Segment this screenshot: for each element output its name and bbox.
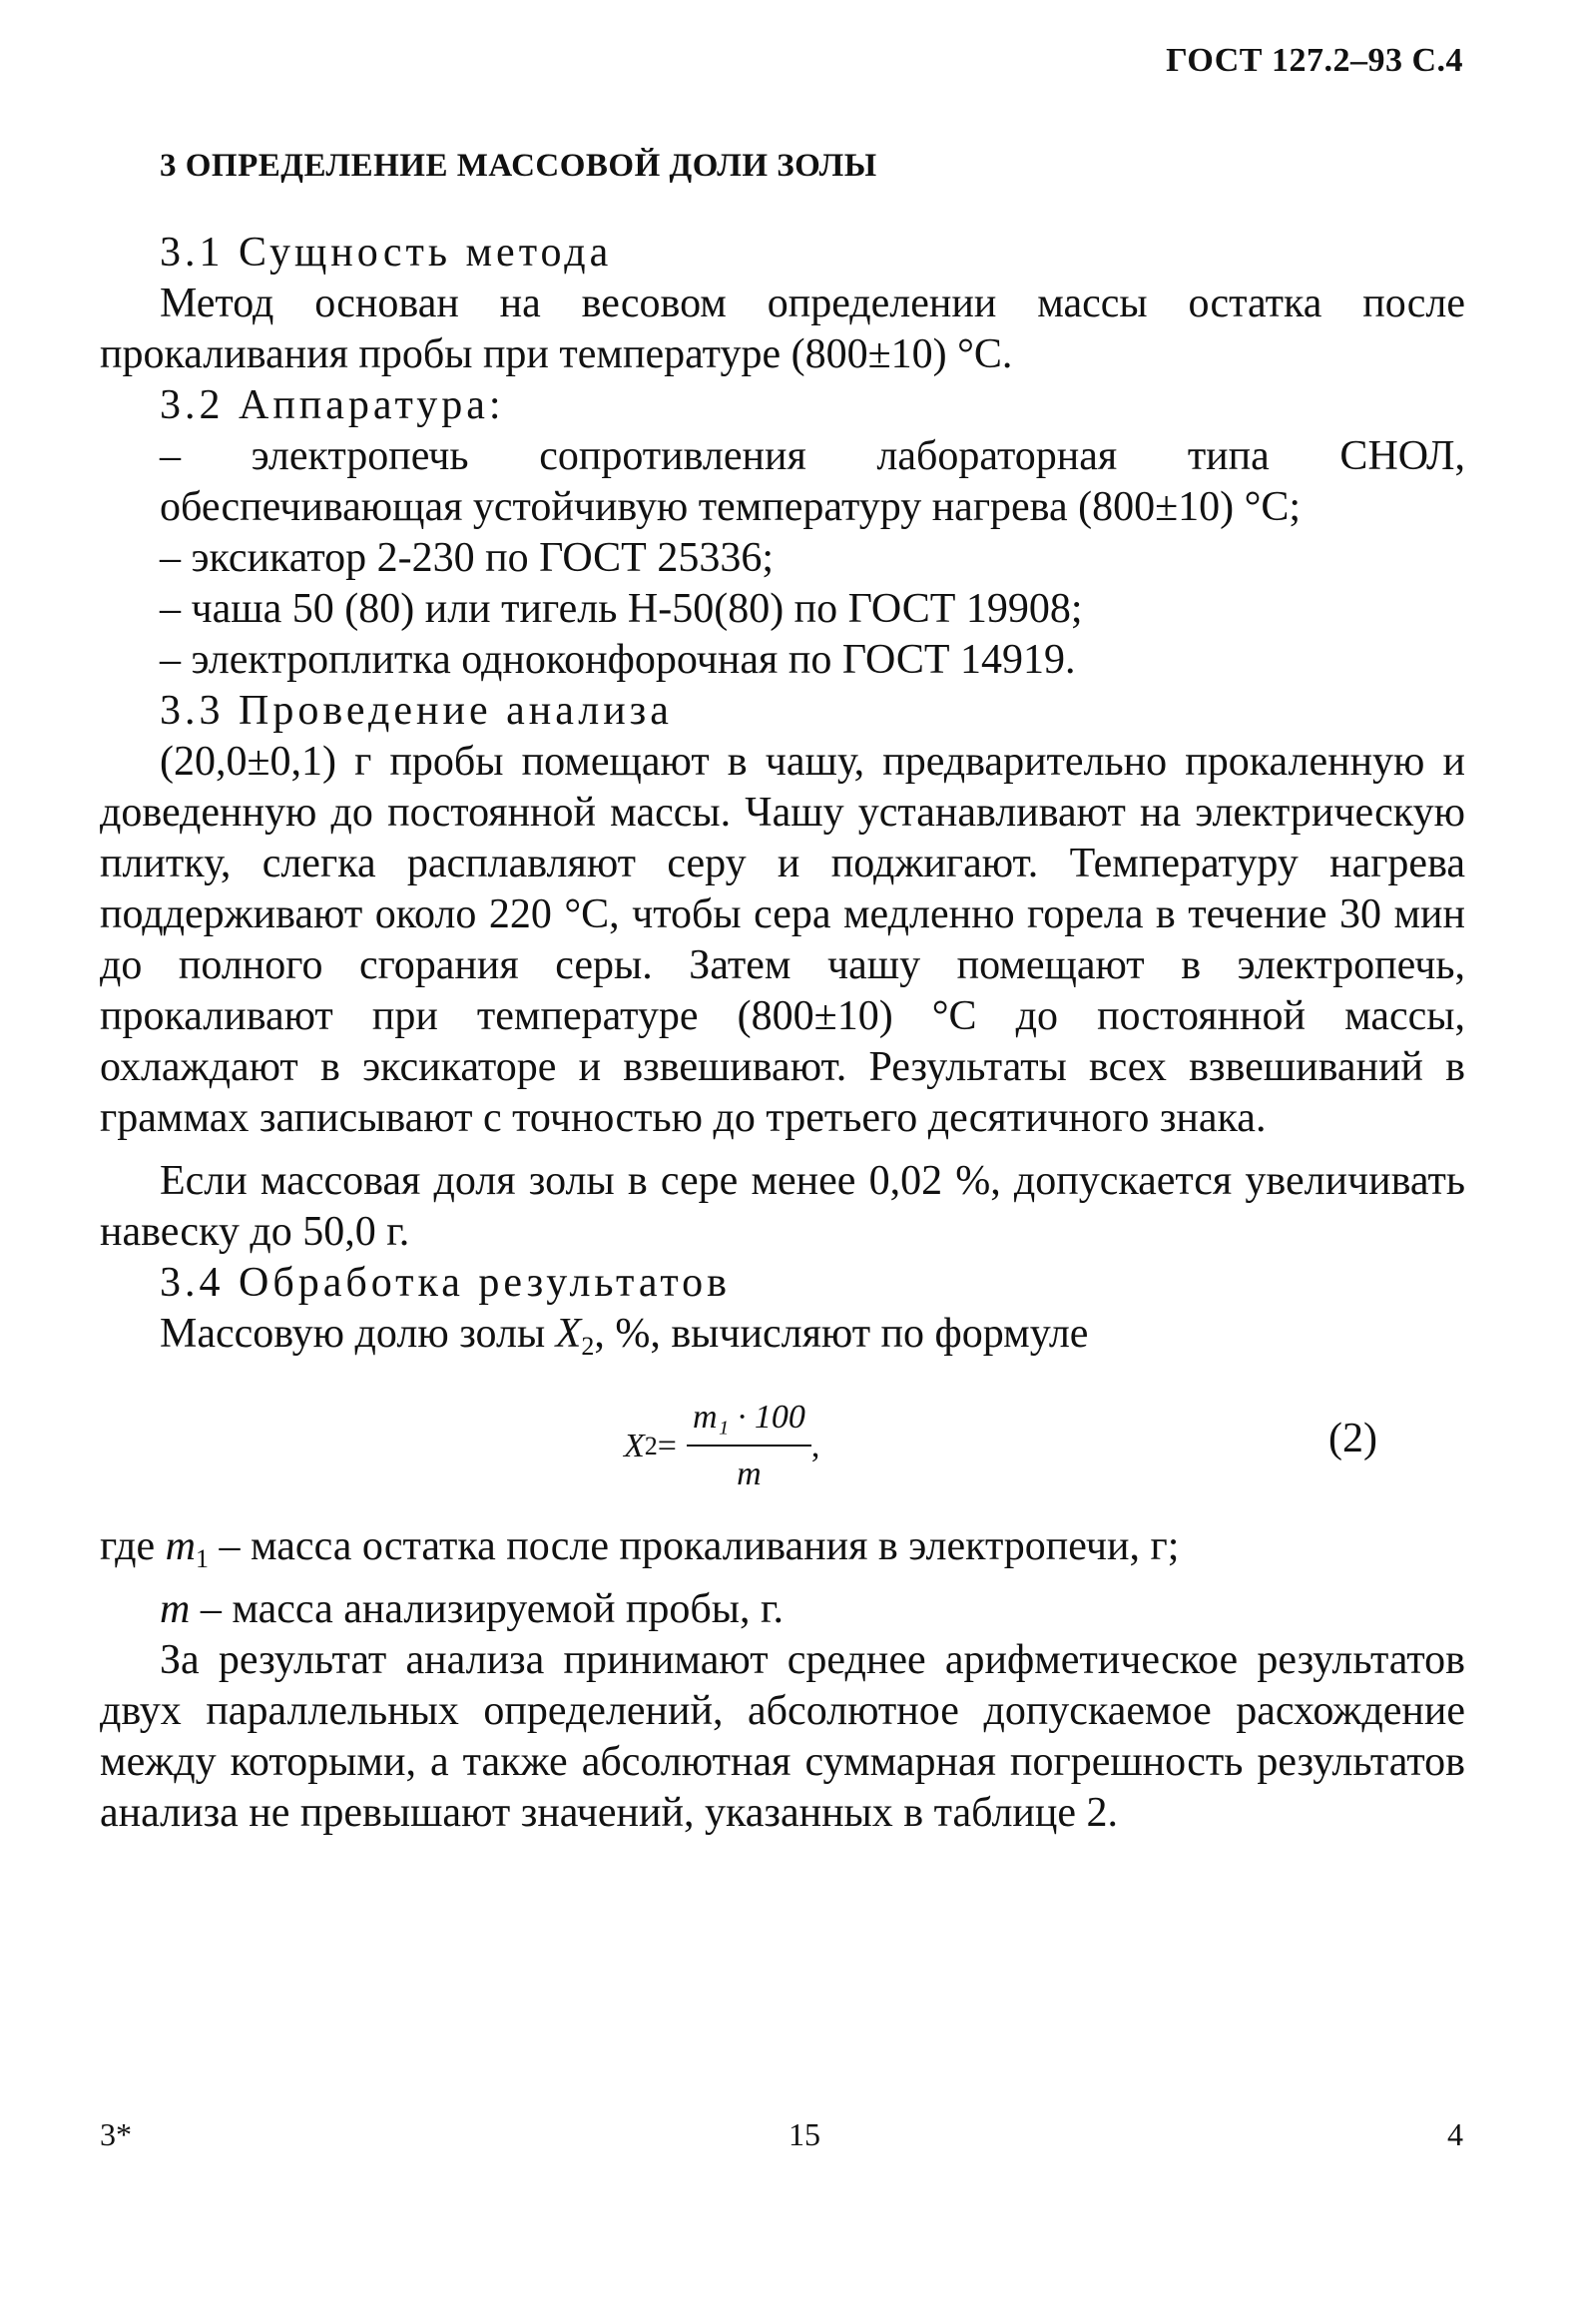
subsection-heading-3-3: 3.3 Проведение анализа	[160, 688, 673, 734]
variable-definition: m – масса анализируемой пробы, г.	[160, 1586, 784, 1632]
footer-sheet-mark: 3*	[100, 2116, 132, 2152]
apparatus-item: – электропечь сопротивления лабораторная типа СНОЛ, обеспечивающая устойчивую температуру нагрева (800±10) °С;	[160, 433, 1465, 530]
formula-block	[100, 1372, 1465, 1521]
formula-fraction	[687, 1392, 811, 1499]
subsection-heading-3-1: 3.1 Сущность метода	[160, 230, 613, 276]
formula-denominator: m	[737, 1455, 762, 1492]
document-body	[100, 228, 1465, 1839]
paragraph-result: За результат анализа принимают среднее арифметическое результатов двух параллельных определений, абсолютное допускаемое расхождение между которыми, а также абсолютная суммарная погрешность результатов анализа не превышают значений, указанных в таблице 2.	[100, 1637, 1465, 1836]
subsection-heading-3-4: 3.4 Обработка результатов	[160, 1260, 732, 1306]
formula-intro: Массовую долю золы $X_2$, %, вычисляют по формуле	[160, 1311, 1089, 1361]
page-header: ГОСТ 127.2–93 С.4	[1166, 42, 1463, 79]
variable-definition: где $m_1$ – масса остатка после прокаливания в электропечи, г;	[100, 1523, 1180, 1573]
paragraph-method-essence: Метод основан на весовом определении массы остатка после прокаливания пробы при температуре (800±10) °С.	[100, 281, 1465, 377]
apparatus-item: – чаша 50 (80) или тигель Н-50(80) по ГОСТ 19908;	[160, 586, 1083, 632]
formula-numerator: m₁ · 100	[687, 1392, 811, 1447]
apparatus-item: – эксикатор 2-230 по ГОСТ 25336;	[160, 535, 775, 581]
paragraph-procedure: (20,0±0,1) г пробы помещают в чашу, предварительно прокаленную и доведенную до постоянной массы. Чашу устанавливают на электрическую плитку, слегка расплавляют серу и поджигают. Температуру нагрева поддерживают около 220 °С, чтобы сера медленно горела в течение 30 мин до полного сгорания серы. Затем чашу помещают в электропечь, прокаливают при температуре (800±10) °С до постоянной массы, охлаждают в эксикаторе и взвешивают. Результаты всех взвешиваний в граммах записывают с точностью до третьего десятичного знака.	[100, 739, 1465, 1141]
paragraph-sample-increase: Если массовая доля золы в сере менее 0,02 %, допускается увеличивать навеску до 50,0 г.	[100, 1158, 1465, 1255]
apparatus-item: – электроплитка одноконфорочная по ГОСТ 14919.	[160, 637, 1076, 683]
footer-right-number: 4	[1447, 2116, 1463, 2152]
subsection-heading-3-2: 3.2 Аппаратура:	[160, 382, 505, 428]
formula: X 2 = $\frac{\text{m₁ · 100}}{m}$ ,	[624, 1392, 819, 1499]
section-title: 3 ОПРЕДЕЛЕНИЕ МАССОВОЙ ДОЛИ ЗОЛЫ	[160, 148, 877, 184]
equation-number: (2)	[1328, 1416, 1377, 1461]
footer-page-number: 15	[789, 2116, 820, 2152]
